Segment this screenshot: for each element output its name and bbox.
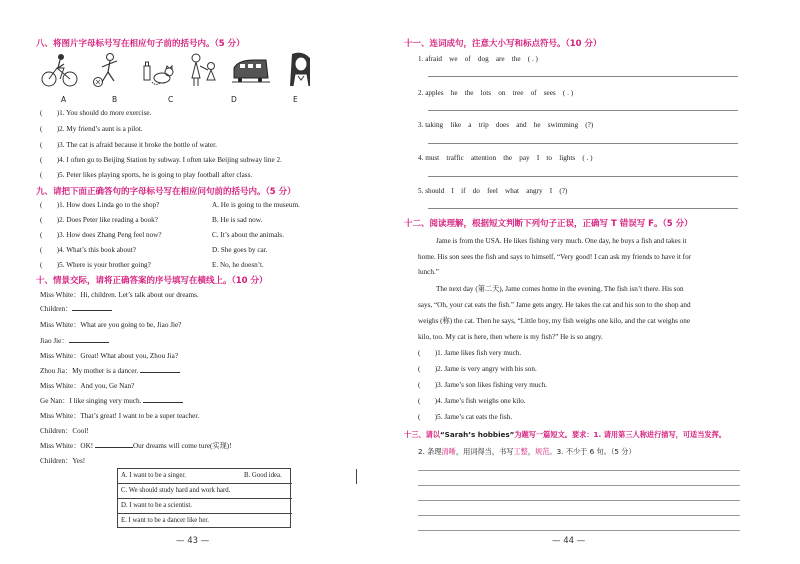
woman-and-girl-icon	[184, 52, 222, 88]
section8-item-3[interactable]: ( )3. The cat is afraid because it broke the bottle of water.	[40, 141, 217, 149]
picture-label-d: D	[231, 95, 237, 104]
answer-blank[interactable]	[69, 342, 109, 343]
dialogue-line-8: Ge Nan：I like singing very much.	[40, 396, 183, 406]
train-icon	[232, 52, 270, 88]
section12-item-5[interactable]: ( )5. Jame’s cat eats the fish.	[418, 413, 513, 421]
cat-and-bottle-icon	[140, 52, 178, 88]
writing-line-4[interactable]	[418, 515, 740, 516]
section9-answer-d: D. She goes by car.	[212, 246, 268, 254]
football-player-icon	[90, 52, 128, 88]
option-d: D. I want to be a scientist.	[121, 502, 192, 509]
answer-blank[interactable]	[140, 372, 180, 373]
section9-answer-c: C. It’s about the animals.	[212, 231, 284, 239]
picture-label-c: C	[168, 95, 174, 104]
section10-heading: 十、情景交际，请将正确答案的序号填写在横线上。（10 分）	[36, 276, 268, 286]
answer-line-5[interactable]	[428, 208, 738, 209]
section9-question-3[interactable]: ( )3. How does Zhang Peng feel now?	[40, 231, 162, 239]
writing-line-2[interactable]	[418, 485, 740, 486]
section13-heading: 十三、请以“Sarah’s hobbies”为题写一篇短文。要求：1. 请用第三人称进行描写，可适当发挥。	[404, 430, 726, 439]
cyclist-icon	[40, 52, 78, 88]
dialogue-line-11: Miss White：OK! Our dreams will come ture(实现)!	[40, 442, 232, 450]
section9-answer-a: A. He is going to the museum.	[212, 201, 300, 209]
section11-item-5: 5. should I if do feel what angry I (?)	[418, 187, 568, 195]
section8-item-5[interactable]: ( )5. Peter likes playing sports, he is going to play football after class.	[40, 171, 253, 179]
section11-heading: 十一、连词成句，注意大小写和标点符号。（10 分）	[404, 39, 602, 49]
picture-label-e: E	[293, 95, 298, 104]
section9-question-5[interactable]: ( )5. Where is your brother going?	[40, 261, 151, 269]
section9-question-1[interactable]: ( )1. How does Linda go to the shop?	[40, 201, 160, 209]
section9-question-2[interactable]: ( )2. Does Peter like reading a book?	[40, 216, 158, 224]
right-page	[400, 0, 800, 564]
answer-line-2[interactable]	[428, 110, 738, 111]
section11-item-3: 3. taking like a trip does and he swimming (?)	[418, 121, 594, 129]
passage-line-1: Jame is from the USA. He likes fishing very much. One day, he buys a fish and takes it	[436, 237, 687, 245]
section9-question-4[interactable]: ( )4. What’s this book about?	[40, 246, 136, 254]
option-e: E. I want to be a dancer like her.	[121, 517, 209, 524]
section12-item-1[interactable]: ( )1. Jame likes fish very much.	[418, 349, 522, 357]
passage-line-3: lunch.”	[418, 268, 439, 276]
answer-blank[interactable]	[95, 447, 133, 448]
section11-item-2: 2. apples he the lots on tree of sees ( . )	[418, 89, 574, 97]
dialogue-line-9: Miss White：That’s great! I want to be a super teacher.	[40, 412, 200, 420]
answer-line-4[interactable]	[428, 176, 738, 177]
options-box	[117, 468, 291, 528]
option-b: B. Good idea.	[244, 472, 282, 479]
section8-item-2[interactable]: ( )2. My friend’s aunt is a pilot.	[40, 125, 143, 133]
section9-answer-e: E. No, he doesn’t.	[212, 261, 264, 269]
section11-item-4: 4. must traffic attention the pay I to lights ( . )	[418, 154, 593, 162]
section8-item-4[interactable]: ( )4. I often go to Beijing Station by subway. I often take Beijing subway line 2.	[40, 156, 282, 164]
dialogue-line-2: Children：	[40, 304, 112, 314]
page-number-right: — 44 —	[552, 536, 586, 546]
dialogue-line-6: Zhou Jia：My mother is a dancer.	[40, 366, 180, 376]
answer-blank[interactable]	[143, 402, 183, 403]
section12-heading: 十二、阅读理解，根据短文判断下列句子正误，正确写 T 错误写 F。（5 分）	[404, 219, 693, 229]
answer-line-1[interactable]	[428, 76, 738, 77]
writing-line-1[interactable]	[418, 470, 740, 471]
dialogue-line-1: Miss White：Hi, children. Let’s talk about our dreams.	[40, 291, 199, 299]
dialogue-line-3: Miss White：What are you going to be, Jiao Jie?	[40, 321, 182, 329]
page-number-left: — 43 —	[176, 536, 210, 546]
answer-blank[interactable]	[72, 310, 112, 311]
writing-line-5[interactable]	[418, 530, 740, 531]
section8-item-1[interactable]: ( )1. You should do more exercise.	[40, 109, 152, 117]
passage-line-4: The next day (第二天), Jame comes home in the evening. The fish isn’t there. His son	[436, 285, 684, 293]
option-a: A. I want to be a singer.	[121, 472, 186, 479]
writing-line-3[interactable]	[418, 500, 740, 501]
option-c: C. We should study hard and work hard.	[121, 487, 231, 494]
dialogue-line-12: Children：Yes!	[40, 457, 86, 465]
answer-line-3[interactable]	[428, 143, 738, 144]
section8-heading: 八、将图片字母标号写在相应句子前的括号内。（5 分）	[36, 39, 245, 49]
section12-item-4[interactable]: ( )4. Jame’s fish weighs one kilo.	[418, 397, 526, 405]
dialogue-line-7: Miss White：And you, Ge Nan?	[40, 382, 135, 390]
section12-item-2[interactable]: ( )2. Jame is very angry with his son.	[418, 365, 537, 373]
picture-label-b: B	[112, 95, 118, 104]
section13-requirements: 2. 条理清晰，用词得当，书写工整，规范。3. 不少于 6 句。（5 分）	[418, 447, 636, 456]
section9-heading: 九、请把下面正确答句的字母标号写在相应问句前的括号内。（5 分）	[36, 187, 296, 197]
dialogue-line-5: Miss White：Great! What about you, Zhou Jia?	[40, 352, 179, 360]
dialogue-line-4: Jiao Jie：	[40, 336, 109, 346]
section11-item-1: 1. afraid we of dog are the ( . )	[418, 55, 538, 63]
dialogue-line-10: Children：Cool!	[40, 427, 89, 435]
section12-item-3[interactable]: ( )3. Jame’s son likes fishing very much.	[418, 381, 547, 389]
passage-line-5: says, “Oh, your cat eats the fish.” Jame gets angry. He takes the cat and his son to the shop and	[418, 301, 691, 309]
section9-answer-b: B. He is sad now.	[212, 216, 263, 224]
woman-pilot-icon	[282, 52, 320, 88]
passage-line-7: kilo, too. My cat is here, then where is my fish?” He is so angry.	[418, 333, 603, 341]
passage-line-6: weighs (称) the cat. Then he says, “Little boy, my fish weighs one kilo, and the cat weighs one	[418, 317, 691, 325]
passage-line-2: home. His son sees the fish and says to himself, “Very good! I can ask my friends to have it for	[418, 253, 692, 261]
picture-label-a: A	[61, 95, 67, 104]
